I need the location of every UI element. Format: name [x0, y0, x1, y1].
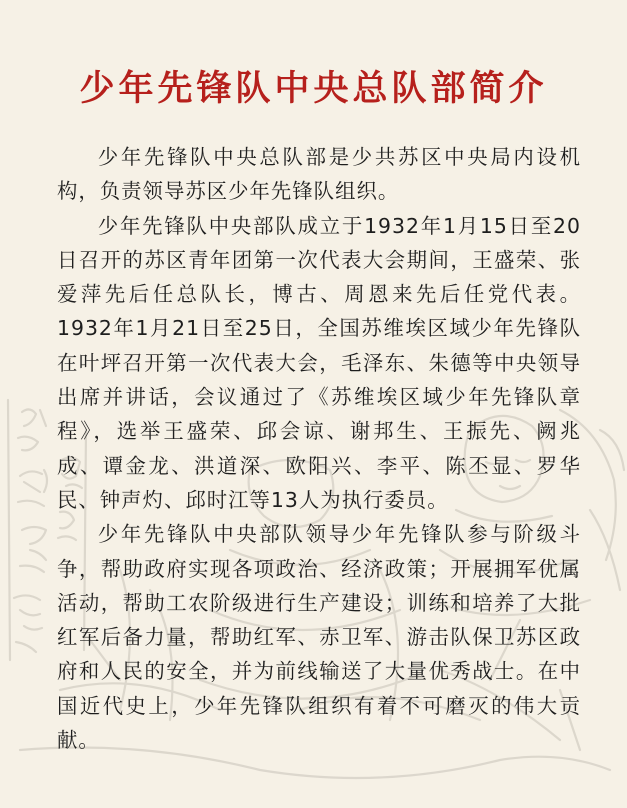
- paragraph: 少年先锋队中央部队成立于1932年1月15日至20日召开的苏区青年团第一次代表大会期间，王盛荣、张爱萍先后任总队长，博古、周恩来先后任党代表。1932年1月21日至25日，全国苏维埃区域少年先锋队在叶坪召开第一次代表大会，毛泽东、朱德等中央领导出席并讲话，会议通过了《苏维埃区域少年先锋队章程》，选举王盛荣、邱会谅、谢邦生、王振先、阙兆成、谭金龙、洪道深、欧阳兴、李平、陈丕显、罗华民、钟声灼、邱时江等13人为执行委员。: [57, 213, 581, 512]
- paragraph: 少年先锋队中央总队部是少共苏区中央局内设机构，负责领导苏区少年先锋队组织。: [57, 145, 581, 204]
- paragraph: 少年先锋队中央部队领导少年先锋队参与阶级斗争，帮助政府实现各项政治、经济政策；开展拥军优属活动，帮助工农阶级进行生产建设；训练和培养了大批红军后备力量，帮助红军、赤卫军、游击队保卫苏区政府和人民的安全，并为前线输送了大量优秀战士。在中国近代史上，少年先锋队组织有着不可磨灭的伟大贡献。: [57, 522, 581, 753]
- page-title: 少年先锋队中央总队部简介: [79, 69, 548, 109]
- body-text: [57, 140, 581, 757]
